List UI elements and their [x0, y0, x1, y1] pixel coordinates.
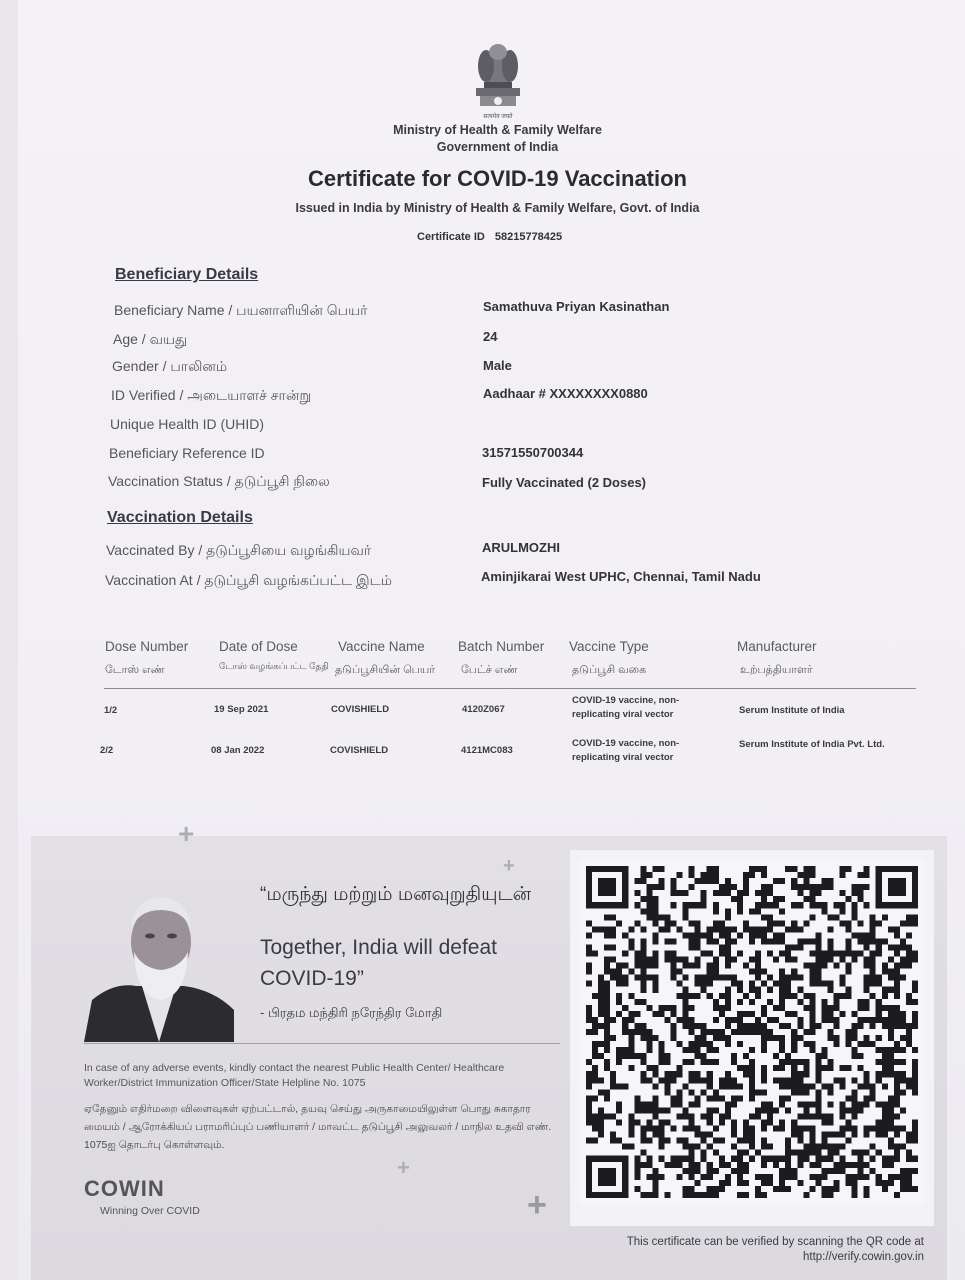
vaccinated-by-value: ARULMOZHI [482, 540, 560, 555]
certificate-subtitle: Issued in India by Ministry of Health & Family Welfare, Govt. of India [295, 201, 700, 215]
dose-1-date: 19 Sep 2021 [214, 704, 269, 715]
gender-label: Gender / பாலினம் [112, 358, 228, 374]
verification-qr-code [580, 860, 924, 1204]
quote-attribution: - பிரதம மந்திரி நரேந்திர மோதி [260, 1005, 443, 1020]
ministry-name: Ministry of Health & Family Welfare [393, 123, 602, 137]
cowin-tagline: Winning Over COVID [100, 1205, 200, 1217]
col-header-batch-number: Batch Number [458, 639, 545, 654]
dose-2-manufacturer: Serum Institute of India Pvt. Ltd. [739, 739, 885, 750]
dose-1-type: COVID-19 vaccine, non-replicating viral vector [572, 695, 680, 720]
reference-id-value: 31571550700344 [482, 445, 584, 460]
dose-2-number: 2/2 [100, 745, 114, 756]
certificate-id-value: 58215778425 [494, 231, 563, 243]
col-header-vaccine-name: Vaccine Name [338, 639, 425, 654]
dose-2-vaccine: COVISHIELD [330, 745, 389, 756]
emblem-caption: सत्यमेव जयते [483, 114, 513, 120]
reference-id-label: Beneficiary Reference ID [109, 445, 265, 461]
dose-2-type: COVID-19 vaccine, non-replicating viral vector [572, 738, 680, 763]
banner-divider [84, 1043, 560, 1044]
col-header-dose-number: Dose Number [105, 639, 189, 654]
col-header-vaccine-type: Vaccine Type [569, 639, 649, 654]
col-header-vaccine-type-ta: தடுப்பூசி வகை [572, 664, 647, 676]
vaccination-status-label: Vaccination Status / தடுப்பூசி நிலை [108, 473, 330, 489]
dose-1-number: 1/2 [104, 705, 118, 716]
col-header-date-of-dose: Date of Dose [219, 639, 298, 654]
plus-decoration-icon: + [178, 818, 195, 849]
certificate-id-label: Certificate ID [417, 231, 485, 243]
id-verified-label: ID Verified / அடையாளச் சான்று [111, 387, 312, 403]
qr-code-panel [570, 850, 934, 1226]
adverse-event-advice-tamil: ஏதேனும் எதிர்மறை விளைவுகள் ஏற்பட்டால், தயவு செய்து அருகாமையிலுள்ள பொது சுகாதார மையம் / ஆரோக்கியப் பராமரிப்புப் பணியாளர் / மாவட்ட தடுப்பூசி அலுவலர் / மாநில உதவி எண். 1075ஐ தொடர்பு கொள்ளவும். [84, 1103, 552, 1151]
verification-url[interactable]: http://verify.cowin.gov.in [802, 1251, 924, 1263]
table-divider [104, 688, 916, 689]
col-header-batch-number-ta: பேட்ச் எண் [461, 664, 518, 676]
cowin-logo: COWIN [84, 1176, 165, 1201]
age-label: Age / வயது [113, 331, 188, 347]
vaccination-heading: Vaccination Details [107, 509, 253, 526]
beneficiary-heading: Beneficiary Details [115, 266, 259, 283]
plus-decoration-icon: + [397, 1155, 410, 1180]
certificate-title: Certificate for COVID-19 Vaccination [308, 166, 687, 191]
vaccinated-at-label: Vaccination At / தடுப்பூசி வழங்கப்பட்ட இடம் [105, 572, 392, 588]
dose-2-batch: 4121MC083 [461, 745, 513, 756]
quote-english: Together, India will defeat COVID-19” [260, 936, 497, 990]
adverse-event-advice-english: In case of any adverse events, kindly contact the nearest Public Health Center/ Healthcare Worker/District Immunization Officer/State Helpline No. 1075 [84, 1062, 505, 1089]
dose-1-vaccine: COVISHIELD [331, 704, 390, 715]
dose-2-date: 08 Jan 2022 [211, 745, 265, 756]
government-name: Government of India [436, 140, 559, 154]
plus-decoration-icon: + [503, 855, 515, 877]
vaccination-status-value: Fully Vaccinated (2 Doses) [482, 475, 647, 490]
age-value: 24 [483, 329, 498, 344]
id-verified-value: Aadhaar # XXXXXXXX0880 [483, 386, 648, 401]
verification-instruction: This certificate can be verified by scanning the QR code at [626, 1236, 924, 1248]
vaccinated-at-value: Aminjikarai West UPHC, Chennai, Tamil Nadu [481, 569, 761, 584]
uhid-label: Unique Health ID (UHID) [110, 416, 265, 432]
col-header-vaccine-name-ta: தடுப்பூசியின் பெயர் [335, 664, 436, 676]
beneficiary-name-label: Beneficiary Name / பயனாளியின் பெயர் [114, 302, 368, 318]
col-header-dose-number-ta: டோஸ் எண் [105, 664, 165, 676]
plus-decoration-icon: + [527, 1186, 547, 1224]
dose-1-batch: 4120Z067 [462, 704, 505, 715]
col-header-manufacturer: Manufacturer [737, 639, 817, 654]
prime-minister-portrait [84, 890, 234, 1042]
quote-tamil: “மருந்து மற்றும் மனவுறுதியுடன் [260, 884, 532, 905]
gender-value: Male [483, 358, 512, 373]
dose-1-manufacturer: Serum Institute of India [739, 705, 845, 716]
col-header-date-of-dose-ta: டோஸ் வழங்கப்பட்ட தேதி [219, 661, 329, 671]
certificate-id-line [417, 231, 562, 243]
verification-note [580, 1235, 924, 1265]
col-header-manufacturer-ta: உற்பத்தியாளர் [740, 664, 813, 676]
vaccinated-by-label: Vaccinated By / தடுப்பூசியை வழங்கியவர் [106, 542, 372, 558]
beneficiary-name-value: Samathuva Priyan Kasinathan [483, 299, 670, 314]
